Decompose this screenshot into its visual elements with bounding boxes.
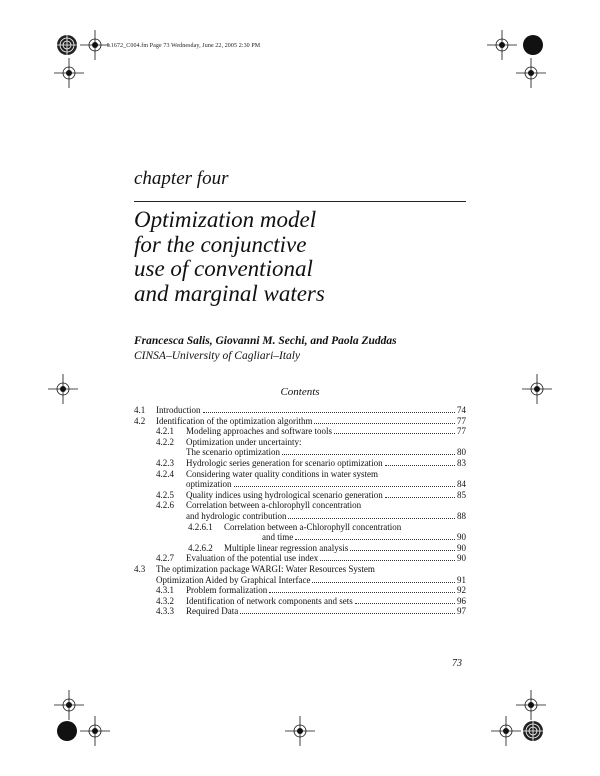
toc-entry (134, 458, 466, 469)
toc-entry-number: 4.3 (134, 563, 146, 574)
chapter-label: chapter four (134, 168, 229, 189)
affiliation: CINSA–University of Cagliari–Italy (134, 350, 301, 362)
toc-dot-leader (385, 465, 455, 466)
toc-entry-page: 90 (457, 532, 466, 543)
toc-entry-page: 77 (457, 426, 466, 437)
toc-dot-leader (295, 539, 455, 540)
toc-entry-number: 4.2.2 (156, 436, 174, 447)
crosshair-mark-icon (285, 716, 315, 746)
toc-entry (134, 437, 466, 448)
toc-entry-body (186, 426, 466, 437)
toc-entry-body (186, 490, 466, 501)
toc-entry-body (186, 447, 466, 458)
toc-dot-leader (385, 497, 455, 498)
title-line: Optimization model (134, 207, 317, 232)
toc-dot-leader (203, 412, 456, 413)
toc-dot-leader (334, 433, 455, 434)
toc-entry-number: 4.3.3 (156, 606, 174, 617)
toc-dot-leader (320, 560, 455, 561)
toc-entry (134, 511, 466, 522)
toc-entry-number: 4.1 (134, 405, 146, 415)
solid-circle-mark-icon (518, 30, 548, 60)
registration-mark-icon (52, 30, 82, 60)
toc-entry (134, 426, 466, 437)
toc-dot-leader (234, 486, 456, 487)
toc-entry-number: 4.2.6 (156, 500, 174, 511)
crosshair-mark-icon (516, 58, 546, 88)
toc-entry-number: 4.2.3 (156, 457, 174, 468)
title-line: and marginal waters (134, 280, 325, 306)
toc-dot-leader (288, 518, 455, 519)
toc-entry-page: 96 (457, 595, 466, 606)
title-line: use of conventional (134, 256, 313, 281)
toc-dot-leader (312, 582, 455, 583)
toc-entry-page: 92 (457, 585, 466, 596)
toc-entry-title: optimization (186, 479, 232, 490)
toc-entry (134, 405, 466, 416)
toc-entry-page: 85 (457, 489, 466, 500)
print-slug: L1672_C004.fm Page 73 Wednesday, June 22, 2005 2:30 PM (107, 43, 261, 49)
toc-entry (134, 416, 466, 427)
crosshair-mark-icon (54, 58, 84, 88)
toc-entry-body (156, 405, 466, 416)
toc-entry-body (156, 416, 466, 427)
toc-entry-title: Considering water quality conditions in water system (186, 468, 378, 479)
table-of-contents (134, 405, 466, 617)
toc-entry-page: 74 (457, 405, 466, 415)
toc-entry-title: Modeling approaches and software tools (186, 426, 332, 437)
toc-entry-title: The optimization package WARGI: Water Resources System (156, 563, 375, 574)
toc-entry-body (186, 437, 466, 448)
toc-entry-title: Multiple linear regression analysis (224, 542, 349, 553)
toc-entry (134, 469, 466, 480)
toc-entry (134, 522, 466, 533)
toc-entry-title: Optimization Aided by Graphical Interface (156, 574, 311, 585)
crosshair-mark-icon (80, 30, 110, 60)
crosshair-mark-icon (487, 30, 517, 60)
toc-entry (134, 553, 466, 564)
toc-entry-number: 4.3.1 (156, 585, 174, 596)
toc-dot-leader (314, 423, 455, 424)
crosshair-mark-icon (516, 690, 546, 720)
toc-entry-number: 4.3.2 (156, 595, 174, 606)
toc-entry-title: Required Data (186, 606, 239, 617)
chapter-title (134, 208, 325, 306)
registration-mark-icon (518, 716, 548, 746)
toc-entry-body (186, 606, 466, 617)
toc-entry-body (186, 479, 466, 490)
toc-entry-body (156, 575, 466, 586)
toc-entry-title: Correlation between a-Chlorophyll concentration (224, 521, 402, 532)
toc-entry (134, 596, 466, 607)
toc-entry-body (186, 469, 466, 480)
toc-entry-title: Correlation between a-chlorophyll concentration (186, 500, 362, 511)
toc-entry-body (186, 585, 466, 596)
toc-entry-title: The scenario optimization (186, 447, 280, 458)
crosshair-mark-icon (491, 716, 521, 746)
toc-entry-title: Identification of the optimization algorithm (156, 415, 313, 426)
toc-entry-title: Introduction (156, 405, 201, 415)
toc-dot-leader (350, 550, 455, 551)
toc-entry-title: and hydrologic contribution (186, 510, 287, 521)
toc-entry-page: 88 (457, 510, 466, 521)
toc-entry (134, 543, 466, 554)
toc-entry-page: 90 (457, 542, 466, 553)
toc-entry-body (224, 522, 466, 533)
toc-entry-number: 4.2.6.2 (188, 542, 213, 553)
toc-entry-body (186, 458, 466, 469)
toc-entry (134, 490, 466, 501)
toc-entry (134, 500, 466, 511)
toc-entry (134, 585, 466, 596)
toc-entry-number: 4.2.6.1 (188, 521, 213, 532)
toc-entry-title: Evaluation of the potential use index (186, 553, 319, 564)
toc-dot-leader (282, 454, 455, 455)
toc-entry-body (186, 511, 466, 522)
toc-entry-number: 4.2.4 (156, 468, 174, 479)
toc-entry-page: 91 (457, 574, 466, 585)
toc-entry (134, 532, 466, 543)
page-number: 73 (452, 658, 462, 669)
authors: Francesca Salis, Giovanni M. Sechi, and Paola Zuddas (134, 335, 397, 347)
toc-dot-leader (269, 592, 455, 593)
crosshair-mark-icon (80, 716, 110, 746)
toc-entry-page: 83 (457, 457, 466, 468)
toc-entry-body (186, 500, 466, 511)
title-line: for the conjunctive (134, 231, 307, 257)
toc-entry-page: 80 (457, 447, 466, 458)
toc-entry-page: 90 (457, 553, 466, 564)
toc-dot-leader (355, 603, 455, 604)
toc-dot-leader (240, 613, 455, 614)
contents-heading: Contents (280, 386, 320, 398)
toc-entry-number: 4.2.1 (156, 426, 174, 437)
toc-entry-body (186, 553, 466, 564)
chapter-rule (134, 201, 466, 202)
toc-entry-page: 84 (457, 479, 466, 490)
toc-entry-title: and time (262, 532, 294, 543)
toc-entry-title: Problem formalization (186, 585, 268, 596)
toc-entry-title: Quality indices using hydrological scenario generation (186, 489, 383, 500)
toc-entry-body (156, 564, 466, 575)
toc-entry-title: Hydrologic series generation for scenario optimization (186, 457, 383, 468)
toc-entry-page: 97 (457, 606, 466, 617)
toc-entry (134, 479, 466, 490)
toc-entry-body (224, 543, 466, 554)
toc-entry (134, 564, 466, 575)
toc-entry (134, 606, 466, 617)
toc-entry (134, 575, 466, 586)
toc-entry-number: 4.2 (134, 415, 146, 426)
toc-entry-body (262, 532, 466, 543)
toc-entry-number: 4.2.7 (156, 553, 174, 564)
solid-circle-mark-icon (52, 716, 82, 746)
toc-entry-title: Optimization under uncertainty: (186, 436, 302, 447)
toc-entry (134, 447, 466, 458)
toc-entry-number: 4.2.5 (156, 489, 174, 500)
toc-entry-page: 77 (457, 415, 466, 426)
toc-entry-body (186, 596, 466, 607)
toc-entry-title: Identification of network components and sets (186, 595, 353, 606)
